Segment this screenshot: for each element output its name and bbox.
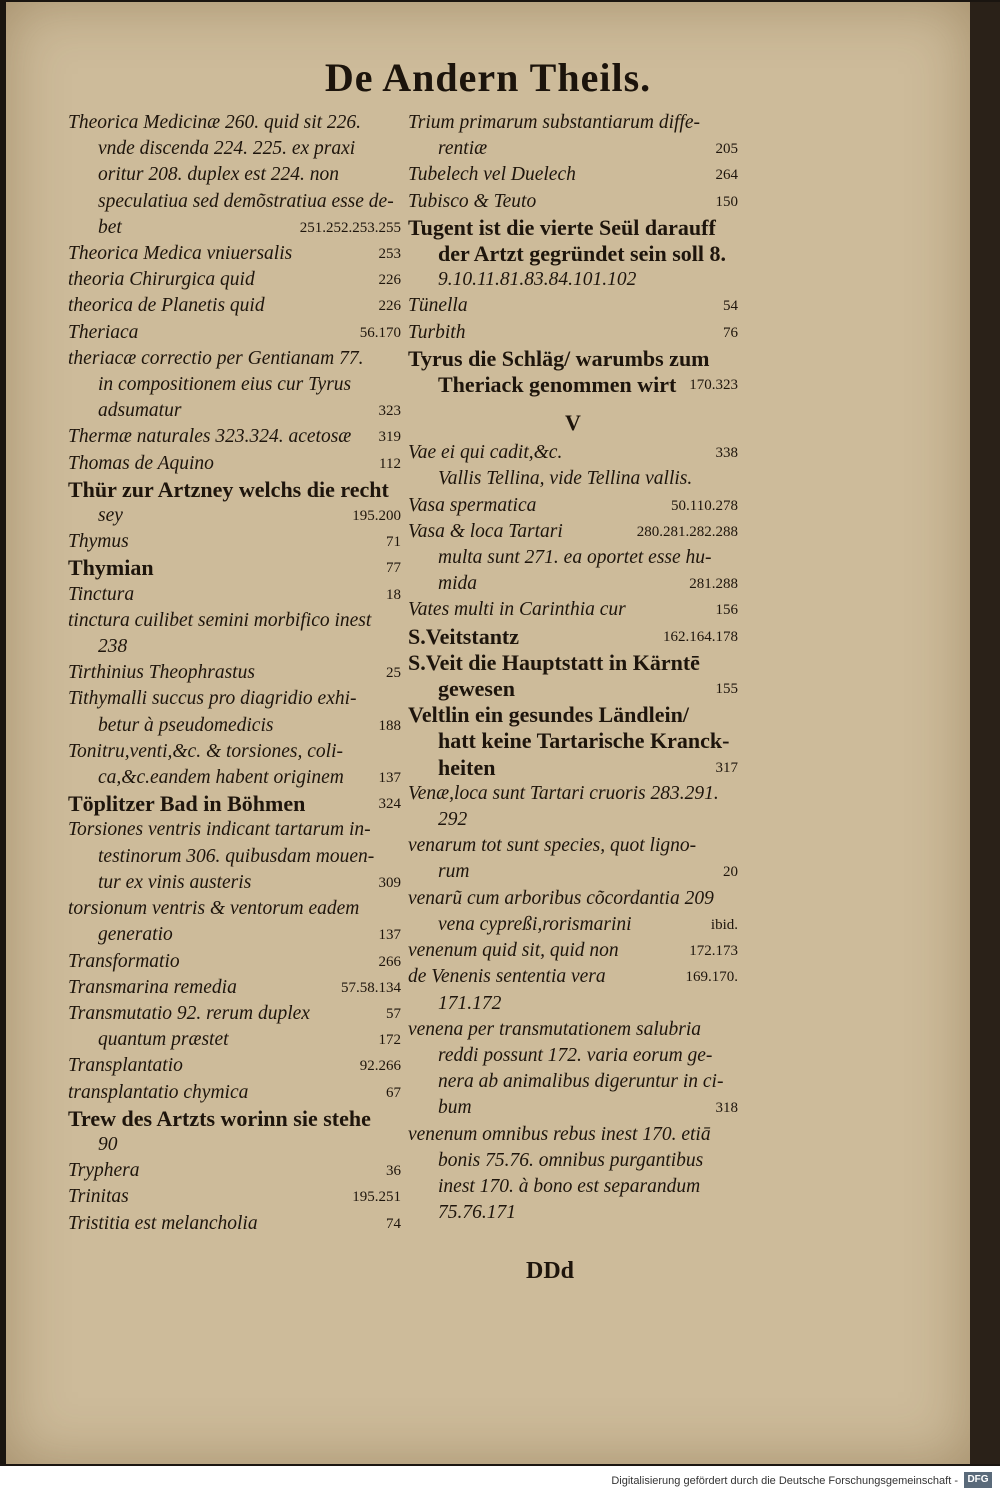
index-entry-pages: 112: [379, 455, 401, 472]
index-entry: [68, 1027, 401, 1053]
index-entry-text: bonis 75.76. omnibus purgantibus: [438, 1149, 704, 1171]
index-entry-text: torsionum ventris & ventorum eadem: [68, 898, 360, 920]
footer-credit: Digitalisierung gefördert durch die Deutsche Forschungsgemeinschaft -: [611, 1475, 958, 1487]
index-entry-text: theoria Chirurgica quid: [68, 269, 255, 291]
index-entry-text: Thermæ naturales 323.324. acetosæ: [68, 426, 352, 448]
index-entry: [68, 1184, 401, 1210]
index-entry-pages: 251.252.253.255: [299, 219, 401, 236]
index-entry-text: venena per transmutationem salubria: [408, 1018, 702, 1040]
index-entry-text: Tithymalli succus pro diagridio exhi-: [68, 688, 357, 710]
index-entry: [68, 870, 401, 896]
index-entry: [68, 293, 401, 319]
index-entry-text: Tubelech vel Duelech: [408, 164, 576, 186]
index-entry-text: 90: [98, 1133, 118, 1155]
index-entry-pages: 137: [378, 770, 401, 787]
index-entry: [408, 1148, 738, 1174]
index-entry-text: Transplantatio: [68, 1055, 183, 1077]
index-entry-text: mida: [438, 573, 477, 595]
index-entry-text: generatio: [98, 924, 173, 946]
index-entry-pages: 318: [715, 1100, 738, 1117]
index-entry: [408, 1095, 738, 1121]
index-entry-text: Tugent ist die vierte Seül darauff: [408, 214, 716, 240]
index-entry: [408, 293, 738, 319]
index-entry: [68, 1158, 401, 1184]
index-entry-text: Theriack genommen wirt: [438, 372, 677, 398]
index-entry: [68, 451, 401, 477]
index-entry-text: rum: [438, 861, 470, 883]
index-entry-text: Turbith: [408, 321, 466, 343]
index-entry-text: vena cypreßi,rorismarini: [438, 913, 632, 935]
index-entry-text: Veltlin ein gesundes Ländlein/: [408, 702, 689, 728]
index-entry: [408, 545, 738, 571]
index-entry-text: Transmutatio 92. rerum duplex: [68, 1002, 310, 1024]
index-entry-text: 292: [438, 809, 468, 831]
index-entry: [68, 424, 401, 450]
index-entry: [408, 755, 738, 781]
index-entry-text: Trinitas: [68, 1186, 129, 1208]
index-entry-pages: 155: [715, 681, 738, 698]
index-entry-pages: 92.266: [359, 1058, 401, 1075]
index-entry-pages: 56.170: [359, 324, 401, 341]
index-entry: [408, 833, 738, 859]
index-entry: [68, 713, 401, 739]
index-entry-text: transplantatio chymica: [68, 1081, 249, 1103]
book-page: [6, 2, 970, 1464]
index-entry-text: tur ex vinis austeris: [98, 871, 252, 893]
index-entry-text: in compositionem eius cur Tyrus: [98, 374, 352, 396]
index-entry-pages: 172.173: [689, 943, 738, 960]
index-entry-pages: 71: [386, 534, 401, 551]
index-entry-text: der Artzt gegründet sein soll 8.: [438, 241, 727, 267]
index-entry-pages: 162.164.178: [663, 628, 738, 645]
index-entry-text: testinorum 306. quibusdam mouen-: [98, 845, 375, 867]
index-entry-text: rentiæ: [438, 138, 488, 160]
index-entry: [408, 493, 738, 519]
index-entry: [68, 1106, 401, 1132]
index-entry: [68, 739, 401, 765]
index-entry-pages: 226: [378, 298, 401, 315]
index-entry-pages: 76: [723, 324, 738, 341]
index-entry-text: 238: [98, 636, 128, 658]
index-entry-pages: 195.251: [352, 1189, 401, 1206]
index-entry: [68, 1053, 401, 1079]
dfg-logo: DFG: [964, 1472, 992, 1488]
index-entry: [408, 162, 738, 188]
section-letter: V: [565, 410, 581, 436]
index-entry-text: theorica de Planetis quid: [68, 295, 265, 317]
index-entry: [408, 886, 738, 912]
index-entry: [408, 702, 738, 728]
index-entry-pages: 169.170.: [685, 969, 738, 986]
index-entry: [408, 597, 738, 623]
index-entry-text: S.Veitstantz: [408, 623, 520, 649]
index-entry-pages: 253: [378, 246, 401, 263]
index-entry-text: Vallis Tellina, vide Tellina vallis.: [438, 468, 693, 490]
index-entry: [68, 503, 401, 529]
index-entry: [408, 1200, 738, 1226]
index-entry-pages: 67: [386, 1084, 401, 1101]
index-entry: [68, 241, 401, 267]
index-entry-pages: 156: [715, 602, 738, 619]
index-entry-text: Vae ei qui cadit,&c.: [408, 442, 563, 464]
index-entry-pages: 324: [378, 796, 401, 813]
index-entry-pages: ibid.: [710, 916, 738, 933]
index-entry: [68, 110, 401, 136]
index-entry: [408, 624, 738, 650]
index-entry-text: Töplitzer Bad in Böhmen: [68, 791, 306, 817]
index-entry-pages: 266: [378, 953, 401, 970]
index-entry-text: Thür zur Artzney welchs die recht: [68, 476, 389, 502]
index-entry-text: bum: [438, 1097, 472, 1119]
index-entry: [408, 136, 738, 162]
index-entry-pages: 57: [386, 1005, 401, 1022]
index-entry-text: 9.10.11.81.83.84.101.102: [438, 269, 637, 291]
index-entry-pages: 50.110.278: [671, 497, 738, 514]
index-entry: [408, 1122, 738, 1148]
index-entry-pages: 170.323: [689, 377, 738, 394]
page-edge: [970, 2, 1000, 1464]
index-entry-pages: 20: [723, 864, 738, 881]
index-group-t: [408, 110, 738, 398]
index-entry-pages: 188: [378, 717, 401, 734]
index-entry-pages: 280.281.282.288: [636, 523, 738, 540]
index-entry: [408, 781, 738, 807]
index-entry: [68, 975, 401, 1001]
index-entry-text: tinctura cuilibet semini morbifico inest: [68, 609, 372, 631]
index-entry: [68, 215, 401, 241]
index-entry: [408, 519, 738, 545]
page-header: De Andern Theils.: [324, 55, 652, 100]
index-entry-pages: 54: [723, 298, 738, 315]
index-entry: [68, 686, 401, 712]
index-entry-text: quantum præstet: [98, 1029, 229, 1051]
index-entry: [68, 634, 401, 660]
index-entry-text: inest 170. à bono est separandum: [438, 1175, 701, 1197]
index-entry-text: venarũ cum arboribus cõcordantia 209: [408, 887, 714, 909]
index-entry: [408, 1069, 738, 1095]
index-entry-text: Tonitru,venti,&c. & torsiones, coli-: [68, 740, 343, 762]
index-entry-pages: 226: [378, 272, 401, 289]
index-entry: [408, 676, 738, 702]
index-entry: [408, 991, 738, 1017]
index-entry-text: Tyrus die Schläg/ warumbs zum: [408, 345, 710, 371]
index-group-v: [408, 440, 738, 1226]
index-entry-text: Thymian: [68, 555, 154, 581]
index-entry: [408, 1043, 738, 1069]
index-entry-text: adsumatur: [98, 400, 182, 422]
index-entry-text: Tünella: [408, 295, 468, 317]
index-entry: [68, 922, 401, 948]
index-entry-text: gewesen: [438, 676, 515, 702]
index-entry: [68, 189, 401, 215]
index-entry: [68, 136, 401, 162]
index-entry: [408, 466, 738, 492]
index-entry-pages: 57.58.134: [341, 979, 401, 996]
index-entry-text: Thymus: [68, 531, 129, 553]
index-entry-text: Tirthinius Theophrastus: [68, 662, 255, 684]
index-entry-text: heiten: [438, 754, 496, 780]
index-entry-pages: 205: [715, 141, 738, 158]
index-entry-text: nera ab animalibus digeruntur in ci-: [438, 1071, 724, 1093]
index-entry-pages: 195.200: [352, 508, 401, 525]
index-entry: [68, 896, 401, 922]
index-entry-text: venenum omnibus rebus inest 170. etiā: [408, 1123, 711, 1145]
index-entry-pages: 137: [378, 927, 401, 944]
index-entry-text: venenum quid sit, quid non: [408, 940, 619, 962]
index-entry: [408, 1174, 738, 1200]
index-entry: [408, 189, 738, 215]
index-entry-text: reddi possunt 172. varia eorum ge-: [438, 1044, 713, 1066]
index-entry: [68, 660, 401, 686]
footer-bar: [0, 1466, 1000, 1497]
index-entry: [68, 372, 401, 398]
index-column-left: [68, 110, 401, 1237]
index-entry: [68, 555, 401, 581]
index-entry: [68, 267, 401, 293]
index-entry: [68, 477, 401, 503]
index-entry: [68, 346, 401, 372]
index-entry-text: S.Veit die Hauptstatt in Kärntē: [408, 649, 700, 675]
index-entry: [408, 1017, 738, 1043]
index-entry-text: Tubisco & Teuto: [408, 190, 537, 212]
index-entry-text: 171.172: [438, 992, 502, 1014]
index-entry-text: Theorica Medica vniuersalis: [68, 243, 293, 265]
index-entry: [408, 241, 738, 267]
index-entry-text: sey: [98, 505, 123, 527]
index-entry-pages: 317: [715, 759, 738, 776]
index-entry-pages: 74: [386, 1215, 401, 1232]
index-entry: [408, 440, 738, 466]
index-entry-pages: 25: [386, 665, 401, 682]
index-entry: [408, 215, 738, 241]
index-entry-pages: 338: [715, 445, 738, 462]
index-entry-text: speculatiua sed demõstratiua esse de-: [98, 190, 394, 212]
index-entry: [408, 859, 738, 885]
index-entry-pages: 36: [386, 1163, 401, 1180]
index-entry-text: ca,&c.eandem habent originem: [98, 767, 344, 789]
index-column-right: [408, 110, 738, 1226]
catchword: DDd: [526, 1258, 575, 1284]
index-entry-text: betur à pseudomedicis: [98, 714, 274, 736]
index-entry-text: Torsiones ventris indicant tartarum in-: [68, 819, 371, 841]
index-entry: [68, 529, 401, 555]
index-entry: [68, 582, 401, 608]
index-entry-text: Venæ,loca sunt Tartari cruoris 283.291.: [408, 782, 719, 804]
index-entry: [68, 162, 401, 188]
index-entry-pages: 18: [386, 586, 401, 603]
index-entry-text: Theriaca: [68, 321, 139, 343]
index-entry-text: Transmarina remedia: [68, 976, 237, 998]
index-entry-text: oritur 208. duplex est 224. non: [98, 164, 340, 186]
index-entry: [408, 267, 738, 293]
index-entry: [68, 1080, 401, 1106]
index-entry-text: Theorica Medicinæ 260. quid sit 226.: [68, 112, 362, 133]
index-entry-pages: 309: [378, 874, 401, 891]
index-entry-text: Tristitia est melancholia: [68, 1212, 258, 1234]
index-entry-pages: 281.288: [689, 576, 738, 593]
index-entry: [68, 844, 401, 870]
index-entry-pages: 323: [378, 403, 401, 420]
index-entry-text: Tryphera: [68, 1160, 140, 1182]
index-entry-text: Thomas de Aquino: [68, 452, 214, 474]
index-entry: [68, 1132, 401, 1158]
index-entry-pages: 264: [715, 167, 738, 184]
index-entry-text: Trium primarum substantiarum diffe-: [408, 112, 700, 133]
index-entry: [408, 372, 738, 398]
index-entry-pages: 77: [386, 560, 401, 577]
index-entry: [68, 949, 401, 975]
index-entry-pages: 150: [715, 193, 738, 210]
index-entry: [408, 938, 738, 964]
index-entry-text: Transformatio: [68, 950, 180, 972]
index-entry: [408, 912, 738, 938]
index-entry-pages: 172: [378, 1032, 401, 1049]
index-entry: [68, 791, 401, 817]
index-entry-text: Trew des Artzts worinn sie stehe: [68, 1105, 371, 1131]
index-entry-text: Vasa & loca Tartari: [408, 520, 563, 542]
index-entry: [408, 964, 738, 990]
index-entry-text: theriacæ correctio per Gentianam 77.: [68, 347, 364, 369]
index-entry-text: 75.76.171: [438, 1202, 516, 1224]
index-entry-pages: 319: [378, 429, 401, 446]
index-entry: [68, 320, 401, 346]
index-entry: [408, 320, 738, 346]
index-entry: [68, 817, 401, 843]
index-entry: [68, 398, 401, 424]
index-entry: [408, 346, 738, 372]
index-entry: [408, 571, 738, 597]
index-entry-text: vnde discenda 224. 225. ex praxi: [98, 138, 356, 160]
index-entry-text: venarum tot sunt species, quot ligno-: [408, 835, 697, 857]
index-entry-text: Tinctura: [68, 583, 135, 605]
index-entry: [68, 765, 401, 791]
index-entry-text: multa sunt 271. ea oportet esse hu-: [438, 547, 712, 569]
index-entry: [408, 807, 738, 833]
index-entry: [408, 728, 738, 754]
index-entry: [68, 608, 401, 634]
index-entry: [408, 110, 738, 136]
index-entry-text: bet: [98, 216, 122, 238]
index-entry-text: hatt keine Tartarische Kranck-: [438, 728, 730, 754]
index-entry-text: Vates multi in Carinthia cur: [408, 599, 626, 621]
index-entry-text: Vasa spermatica: [408, 494, 537, 516]
index-entry: [68, 1211, 401, 1237]
index-entry: [408, 650, 738, 676]
index-entry: [68, 1001, 401, 1027]
index-entry-text: de Venenis sententia vera: [408, 966, 606, 988]
